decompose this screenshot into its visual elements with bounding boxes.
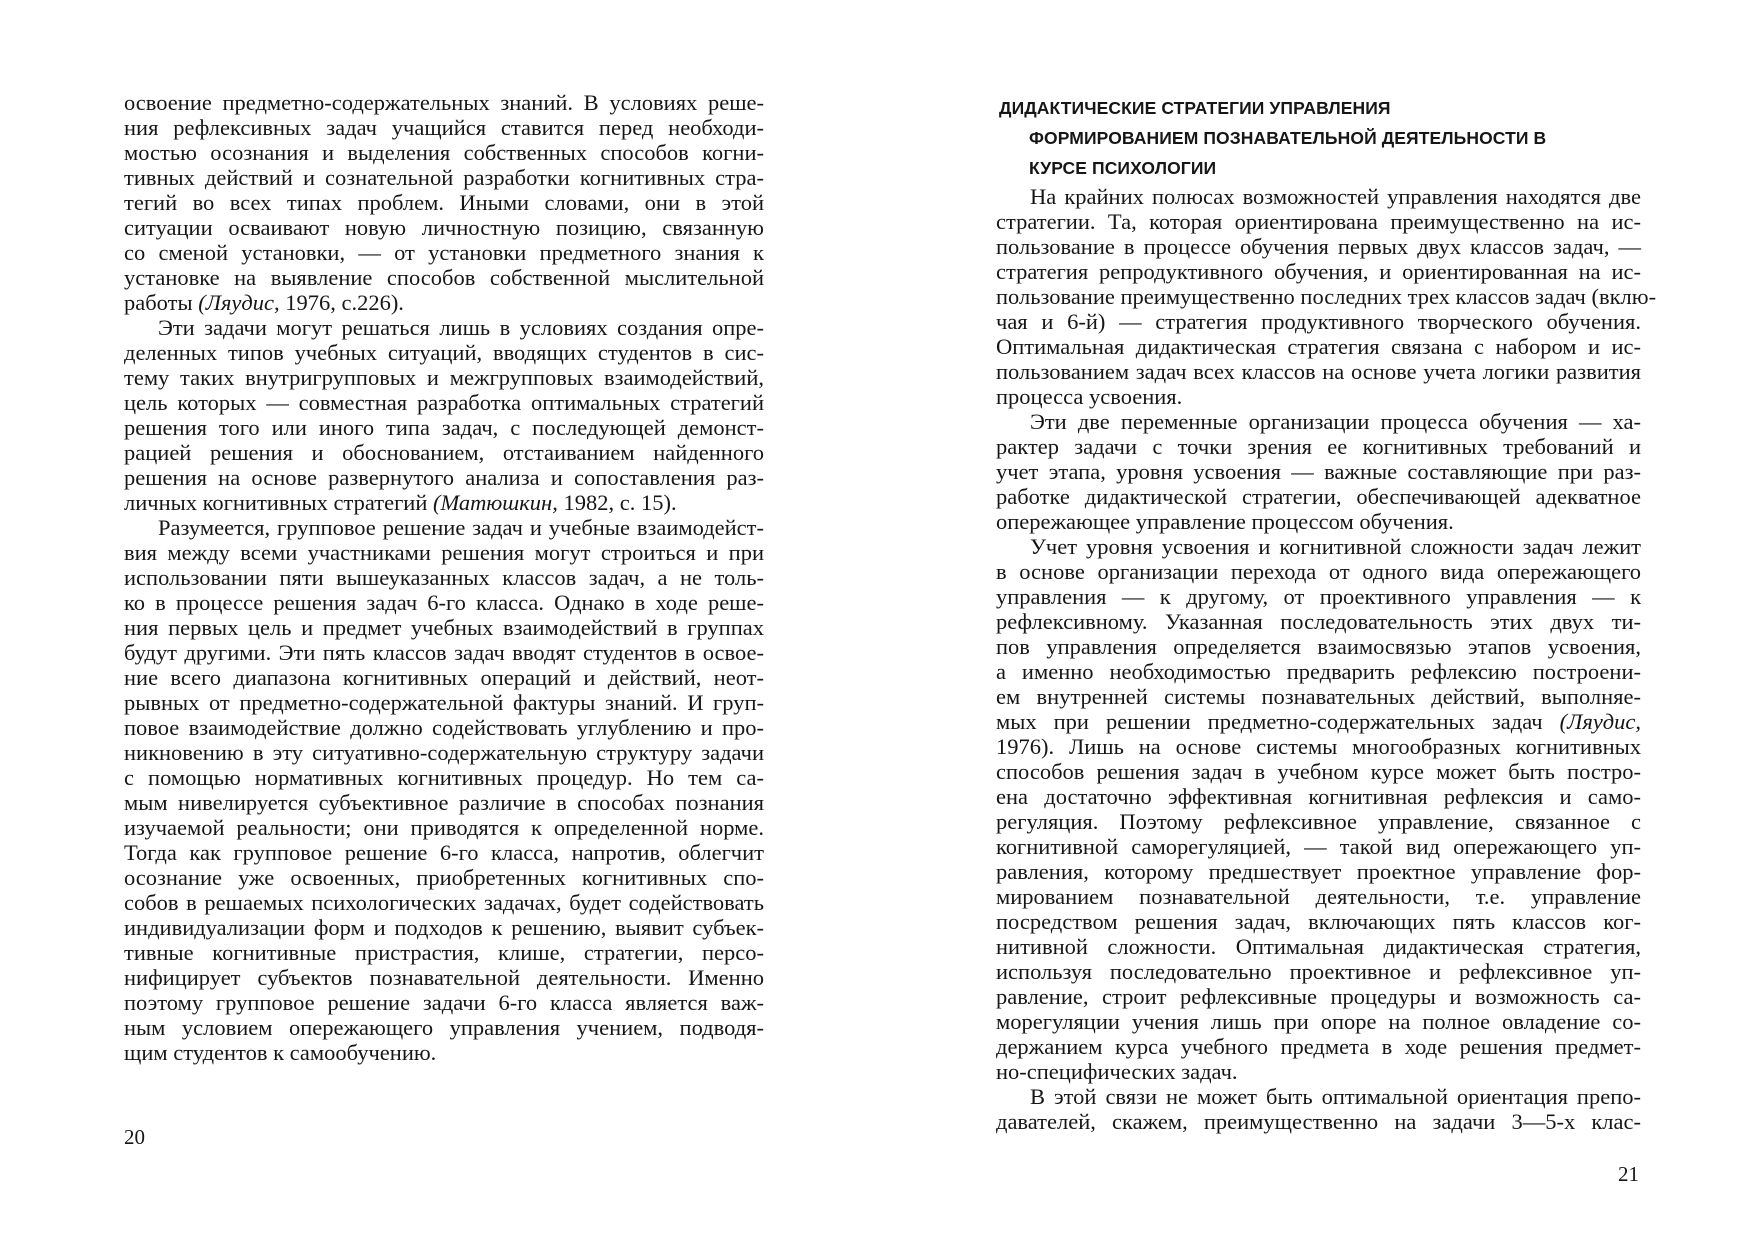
text-line: мостью осознания и выделения собственных способов когни- [124, 140, 764, 165]
text-line: используя последовательно проективное и рефлексивное уп- [996, 959, 1641, 984]
text-line: вия между всеми участниками решения могут строиться и при [124, 540, 764, 565]
citation-author: (Ляудис, [198, 290, 280, 315]
text-line: тегий во всех типах проблем. Иными словами, они в этой [124, 190, 764, 215]
text-line: ния рефлексивных задач учащийся ставится перед необходи- [124, 115, 764, 140]
text-line: стратегия репродуктивного обучения, и ориентированная на ис- [996, 259, 1641, 284]
section-heading-line: ДИДАКТИЧЕСКИЕ СТРАТЕГИИ УПРАВЛЕНИЯ [999, 98, 1391, 118]
text-line: давателей, скажем, преимущественно на задачи 3—5-х клас- [996, 1109, 1641, 1134]
text-line: 1976). Лишь на основе системы многообразных когнитивных [996, 734, 1641, 759]
text-line: Тогда как групповое решение 6-го класса, напротив, облегчит [124, 840, 764, 865]
text-line: решения на основе развернутого анализа и сопоставления раз- [124, 465, 764, 490]
text-line: пользование преимущественно последних трех классов задач (вклю- [996, 284, 1657, 309]
text-line: рефлексивному. Указанная последовательность этих двух ти- [996, 609, 1641, 634]
text-line: чая и 6-й) — стратегия продуктивного творческого обучения. [996, 309, 1641, 334]
section-heading-line: ФОРМИРОВАНИЕМ ПОЗНАВАТЕЛЬНОЙ ДЕЯТЕЛЬНОСТИ В [1029, 128, 1547, 148]
text-line: цель которых — совместная разработка оптимальных стратегий [124, 390, 764, 415]
text-line: ситуации осваивают новую личностную позицию, связанную [124, 215, 764, 240]
text-line: Оптимальная дидактическая стратегия связана с набором и ис- [996, 334, 1641, 359]
left-page [0, 0, 876, 1241]
text-line: мых при решении предметно-содержательных задач (Ляудис, [996, 709, 1641, 734]
text-line: равления, которому предшествует проектное управление фор- [996, 859, 1641, 884]
text-line: стратегии. Та, которая ориентирована преимущественно на ис- [996, 209, 1641, 234]
text-line: посредством решения задач, включающих пять классов ког- [996, 909, 1641, 934]
text-line: с помощью нормативных когнитивных процедур. Но тем са- [124, 765, 764, 790]
text-line: ена достаточно эффективная когнитивная рефлексия и само- [996, 784, 1641, 809]
text-line: нитивной сложности. Оптимальная дидактическая стратегия, [996, 934, 1641, 959]
text-line: работке дидактической стратегии, обеспечивающей адекватное [996, 484, 1641, 509]
text-line: тивные когнитивные пристрастия, клише, стратегии, персо- [124, 940, 764, 965]
text-line: мированием познавательной деятельности, т.е. управление [996, 884, 1641, 909]
text-line: держанием курса учебного предмета в ходе решения предмет- [996, 1034, 1641, 1059]
text-line: Эти задачи могут решаться лишь в условиях создания опре- [158, 315, 764, 340]
text-line: учет этапа, уровня усвоения — важные составляющие при раз- [996, 459, 1641, 484]
text-line: осознание уже освоенных, приобретенных когнитивных спо- [124, 865, 764, 890]
text-line: опережающее управление процессом обучения. [996, 509, 1454, 534]
citation-author: (Ляудис, [1559, 709, 1641, 734]
text-line: тивных действий и сознательной разработки когнитивных стра- [124, 165, 764, 190]
text-line: Эти две переменные организации процесса обучения — ха- [1030, 409, 1641, 434]
text-line: изучаемой реальности; они приводятся к определенной норме. [124, 815, 764, 840]
text-line: решения того или иного типа задач, с последующей демонст- [124, 415, 764, 440]
text-line: рывных от предметно-содержательной фактуры знаний. И груп- [124, 690, 764, 715]
text-line: собов в решаемых психологических задачах, будет содействовать [124, 890, 764, 915]
text-line: работы (Ляудис, 1976, с.226). [124, 290, 404, 315]
text-line: регуляция. Поэтому рефлексивное управление, связанное с [996, 809, 1641, 834]
text-line: управления — к другому, от проективного управления — к [996, 584, 1641, 609]
text-line: способов решения задач в учебном курсе может быть постро- [996, 759, 1641, 784]
text-line: ко в процессе решения задач 6-го класса. Однако в ходе реше- [124, 590, 764, 615]
text-line: тему таких внутригрупповых и межгрупповых взаимодействий, [124, 365, 764, 390]
text-line: в основе организации перехода от одного вида опережающего [996, 559, 1641, 584]
text-line: а именно необходимостью предварить рефлексию построени- [996, 659, 1641, 684]
text-line: когнитивной саморегуляцией, — такой вид опережающего уп- [996, 834, 1641, 859]
section-heading-line: КУРСЕ ПСИХОЛОГИИ [1029, 158, 1217, 178]
right-page-number: 21 [1618, 1162, 1639, 1186]
text-line: будут другими. Эти пять классов задач вводят студентов в освое- [124, 640, 764, 665]
text-line: морегуляции учения лишь при опоре на полное овладение со- [996, 1009, 1641, 1034]
text-line: Разумеется, групповое решение задач и учебные взаимодейст- [158, 515, 764, 540]
text-line: пользованием задач всех классов на основе учета логики развития [996, 359, 1641, 384]
right-text-column [996, 93, 1657, 1134]
right-body-text [996, 184, 1657, 1134]
text-line: личных когнитивных стратегий (Матюшкин, 1982, с. 15). [124, 490, 677, 515]
text-line: ния первых цель и предмет учебных взаимодействий в группах [124, 615, 764, 640]
text-line: поэтому групповое решение задачи 6-го класса является важ- [124, 990, 764, 1015]
text-line: никновению в эту ситуативно-содержательную структуру задачи [124, 740, 764, 765]
text-line: но-специфических задач. [996, 1059, 1238, 1084]
text-line: освоение предметно-содержательных знаний. В условиях реше- [124, 90, 764, 115]
citation-author: (Матюшкин, [433, 490, 558, 515]
right-page [876, 0, 1753, 1241]
text-line: Учет уровня усвоения и когнитивной сложности задач лежит [1030, 534, 1641, 559]
text-line: щим студентов к самообучению. [124, 1040, 437, 1065]
text-line: процесса усвоения. [996, 384, 1183, 409]
text-line: деленных типов учебных ситуаций, вводящих студентов в сис- [124, 340, 764, 365]
text-line: пользование в процессе обучения первых двух классов задач, — [996, 234, 1641, 259]
text-line: установке на выявление способов собственной мыслительной [124, 265, 764, 290]
text-line: мым нивелируется субъективное различие в способах познания [124, 790, 764, 815]
text-line: ным условием опережающего управления учением, подводя- [124, 1015, 764, 1040]
text-line: ние всего диапазона когнитивных операций и действий, неот- [124, 665, 764, 690]
text-line: рактер задачи с точки зрения ее когнитивных требований и [996, 434, 1641, 459]
text-line: равление, строит рефлексивные процедуры и возможность са- [996, 984, 1641, 1009]
text-line: рацией решения и обоснованием, отстаиванием найденного [124, 440, 764, 465]
text-line: индивидуализации форм и подходов к решению, выявит субъек- [124, 915, 764, 940]
text-line: со сменой установки, — от установки предметного знания к [124, 240, 764, 265]
text-line: нифицирует субъектов познавательной деятельности. Именно [124, 965, 764, 990]
text-line: В этой связи не может быть оптимальной ориентация препо- [1030, 1084, 1641, 1109]
text-line: ем внутренней системы познавательных действий, выполняе- [996, 684, 1641, 709]
left-page-number: 20 [124, 1125, 145, 1149]
text-line: пов управления определяется взаимосвязью этапов усвоения, [996, 634, 1641, 659]
text-line: На крайних полюсах возможностей управления находятся две [1030, 184, 1641, 209]
text-line: использовании пяти вышеуказанных классов задач, а не толь- [124, 565, 764, 590]
text-line: повое взаимодействие должно содействовать углублению и про- [124, 715, 764, 740]
left-text-column [124, 90, 764, 1065]
